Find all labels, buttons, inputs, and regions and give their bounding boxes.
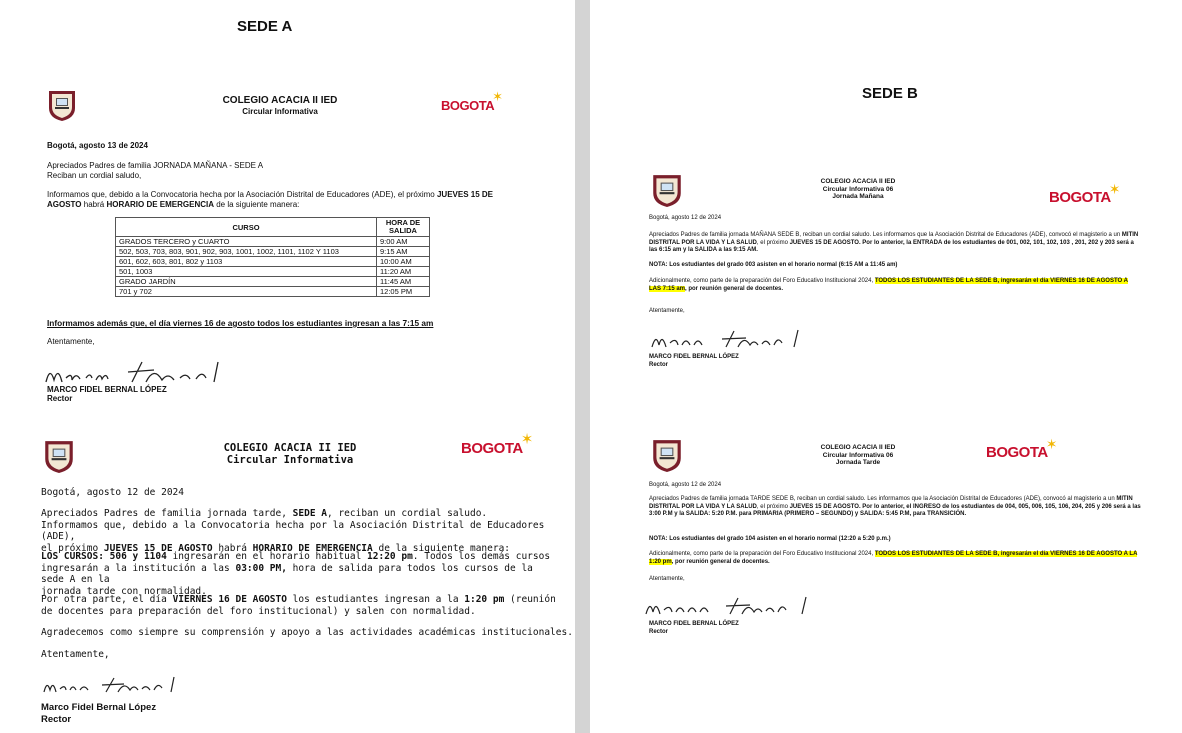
greeting-line: Apreciados Padres de familia JORNADA MAÑANA - SEDE A xyxy=(47,161,264,170)
star-icon: ✶ xyxy=(1108,181,1121,197)
signature xyxy=(648,325,828,355)
friday-paragraph: Por otra parte, el día VIERNES 16 DE AGOSTO los estudiantes ingresan a la 1:20 pm (reunión de docentes para preparación del foro institucional) y salen con normalidad. xyxy=(41,594,556,617)
star-icon: ✶ xyxy=(1045,436,1058,452)
page-separator xyxy=(575,0,590,733)
friday-paragraph: Adicionalmente, como parte de la preparación del Foro Educativo Institucional 2024, TODOS LOS ESTUDIANTES DE LA SEDE B, ingresarán el día VIERNES 16 DE AGOSTO A LA 1:20 pm, por reunión general de docentes. xyxy=(649,551,1138,565)
sede-b-title: SEDE B xyxy=(862,85,918,102)
school-shield-icon xyxy=(649,172,685,208)
extra-note: Informamos además que, el día viernes 16 de agosto todos los estudiantes ingresan a las 7:15 am xyxy=(47,318,434,328)
table-header-course: CURSO xyxy=(116,218,377,237)
signer-name: Marco Fidel Bernal López xyxy=(41,702,157,713)
circular-shift: Jornada Tarde xyxy=(835,459,881,466)
school-shield-icon xyxy=(47,88,77,122)
circular-subtitle: Circular Informativa 06 xyxy=(822,451,894,459)
closing: Atentamente, xyxy=(649,308,685,314)
document-page-sede-b xyxy=(590,0,1182,733)
circular-subtitle: Circular Informativa xyxy=(242,107,318,116)
school-name: COLEGIO ACACIA II IED xyxy=(820,178,896,185)
note-line: NOTA: Los estudiantes del grado 003 asisten en el horario normal (6:15 AM a 11:45 am) xyxy=(649,262,898,268)
signer-role: Rector xyxy=(649,629,669,635)
school-shield-icon xyxy=(649,437,685,473)
school-name: COLEGIO ACACIA II IED xyxy=(820,444,896,451)
note-line: NOTA: Los estudiantes del grado 104 asisten en el horario normal (12:20 a 5:20 p.m.) xyxy=(649,536,891,542)
bogota-logo: BOGOTA ✶ xyxy=(1049,181,1121,206)
table-row: GRADOS TERCERO y CUARTO 9:00 AM xyxy=(116,237,430,247)
intro-paragraph: Apreciados Padres de familia jornada tarde, SEDE A, reciban un cordial saludo. Informamos que, debido a la Convocatoria hecha por la Asociación Distrital de Educadores (ADE), el próximo JUEVES 15 DE AGOSTO habrá HORARIO DE EMERGENCIA de la siguiente manera: xyxy=(41,508,545,554)
bogota-logo: BOGOTA ✶ xyxy=(986,436,1058,461)
signer-name: MARCO FIDEL BERNAL LÓPEZ xyxy=(47,385,167,394)
signer-role: Rector xyxy=(649,362,669,368)
school-name: COLEGIO ACACIA II IED xyxy=(222,95,338,106)
table-row: 601, 602, 603, 801, 802 y 1103 10:00 AM xyxy=(116,257,430,267)
document-page-sede-a xyxy=(0,0,575,733)
closing: Atentamente, xyxy=(47,337,95,346)
star-icon: ✶ xyxy=(492,89,503,104)
table-row: GRADO JARDÍN 11:45 AM xyxy=(116,277,430,287)
table-row: 502, 503, 703, 803, 901, 902, 903, 1001, 1002, 1101, 1102 Y 1103 9:15 AM xyxy=(116,247,430,257)
signature xyxy=(642,592,842,622)
star-icon: ✶ xyxy=(520,431,534,448)
courses-paragraph: LOS CURSOS: 506 y 1104 ingresarán en el horario habitual 12:20 pm. Todos los demás cursos ingresarán a la institución a las 03:00 PM, hora de salida para todos los cursos de la sede A en la jornada tarde con normalidad. xyxy=(41,551,551,597)
bogota-logo: BOGOTA ✶ xyxy=(441,89,503,113)
closing: Atentamente, xyxy=(41,649,110,660)
friday-paragraph: Adicionalmente, como parte de la preparación del Foro Educativo Institucional 2024, TODOS LOS ESTUDIANTES DE LA SEDE B, ingresarán el día VIERNES 16 DE AGOSTO A LAS 7:15 am, por reunión general de docentes. xyxy=(649,278,1128,292)
signer-name: MARCO FIDEL BERNAL LÓPEZ xyxy=(649,354,739,360)
circular-date: Bogotá, agosto 12 de 2024 xyxy=(649,215,722,221)
circular-date: Bogotá, agosto 13 de 2024 xyxy=(47,141,148,150)
table-row: 501, 1003 11:20 AM xyxy=(116,267,430,277)
thanks-paragraph: Agradecemos como siempre su comprensión y apoyo a las actividades académicas institucionales. xyxy=(41,627,573,638)
greeting-line: Reciban un cordial saludo, xyxy=(47,171,142,180)
circular-subtitle: Circular Informativa 06 xyxy=(822,185,894,193)
circular-date: Bogotá, agosto 12 de 2024 xyxy=(649,482,722,488)
signature xyxy=(40,672,190,702)
table-row: 701 y 702 12:05 PM xyxy=(116,287,430,297)
circular-subtitle: Circular Informativa xyxy=(226,453,354,466)
schedule-table xyxy=(115,217,430,297)
school-name: COLEGIO ACACIA II IED xyxy=(223,442,357,454)
circular-shift: Jornada Mañana xyxy=(832,193,884,200)
circular-date: Bogotá, agosto 12 de 2024 xyxy=(41,487,184,498)
intro-paragraph: Apreciados Padres de familia jornada MAÑANA SEDE B, reciban un cordial saludo. Les informamos que la Asociación Distrital de Educadores (ADE), convocó el magisterio a un MITIN DISTRITAL POR LA VIDA Y LA SALUD, el próximo JUEVES 15 DE AGOSTO. Por lo anterior, la ENTRADA de los estudiantes de 001, 002, 101, 102, 103 , 201, 202 y 203 será a las 6:15 am y la SALIDA a las 9:15 AM. xyxy=(649,232,1139,253)
sede-a-title: SEDE A xyxy=(237,18,293,35)
school-shield-icon xyxy=(41,438,77,474)
table-header-time: HORA DE SALIDA xyxy=(377,218,430,237)
signer-role: Rector xyxy=(47,394,73,403)
closing: Atentamente, xyxy=(649,576,685,582)
signer-name: MARCO FIDEL BERNAL LÓPEZ xyxy=(649,621,739,627)
signer-role: Rector xyxy=(41,714,72,725)
bogota-logo: BOGOTA ✶ xyxy=(461,431,534,457)
intro-paragraph: Apreciados Padres de familia jornada TARDE SEDE B, reciban un cordial saludo. Les informamos que la Asociación Distrital de Educadores (ADE), convocó al magisterio a un MITIN DISTRITAL POR LA VIDA Y LA SALUD, el próximo JUEVES 15 DE AGOSTO. Por lo anterior, el INGRESO de los estudiantes de 004, 005, 006, 105, 106, 204, 205 y 206 será a las 3:00 P.M y la SALIDA: 5:20 P.M. para PRIMARIA (PRIMERO – SEGUNDO) y SALIDA: 5:45 P.M, para TRANSICIÓN. xyxy=(649,496,1141,517)
intro-paragraph: Informamos que, debido a la Convocatoria hecha por la Asociación Distrital de Educadores (ADE), el próximo JUEVES 15 DE AGOSTO habrá HORARIO DE EMERGENCIA de la siguiente manera: xyxy=(47,190,494,209)
